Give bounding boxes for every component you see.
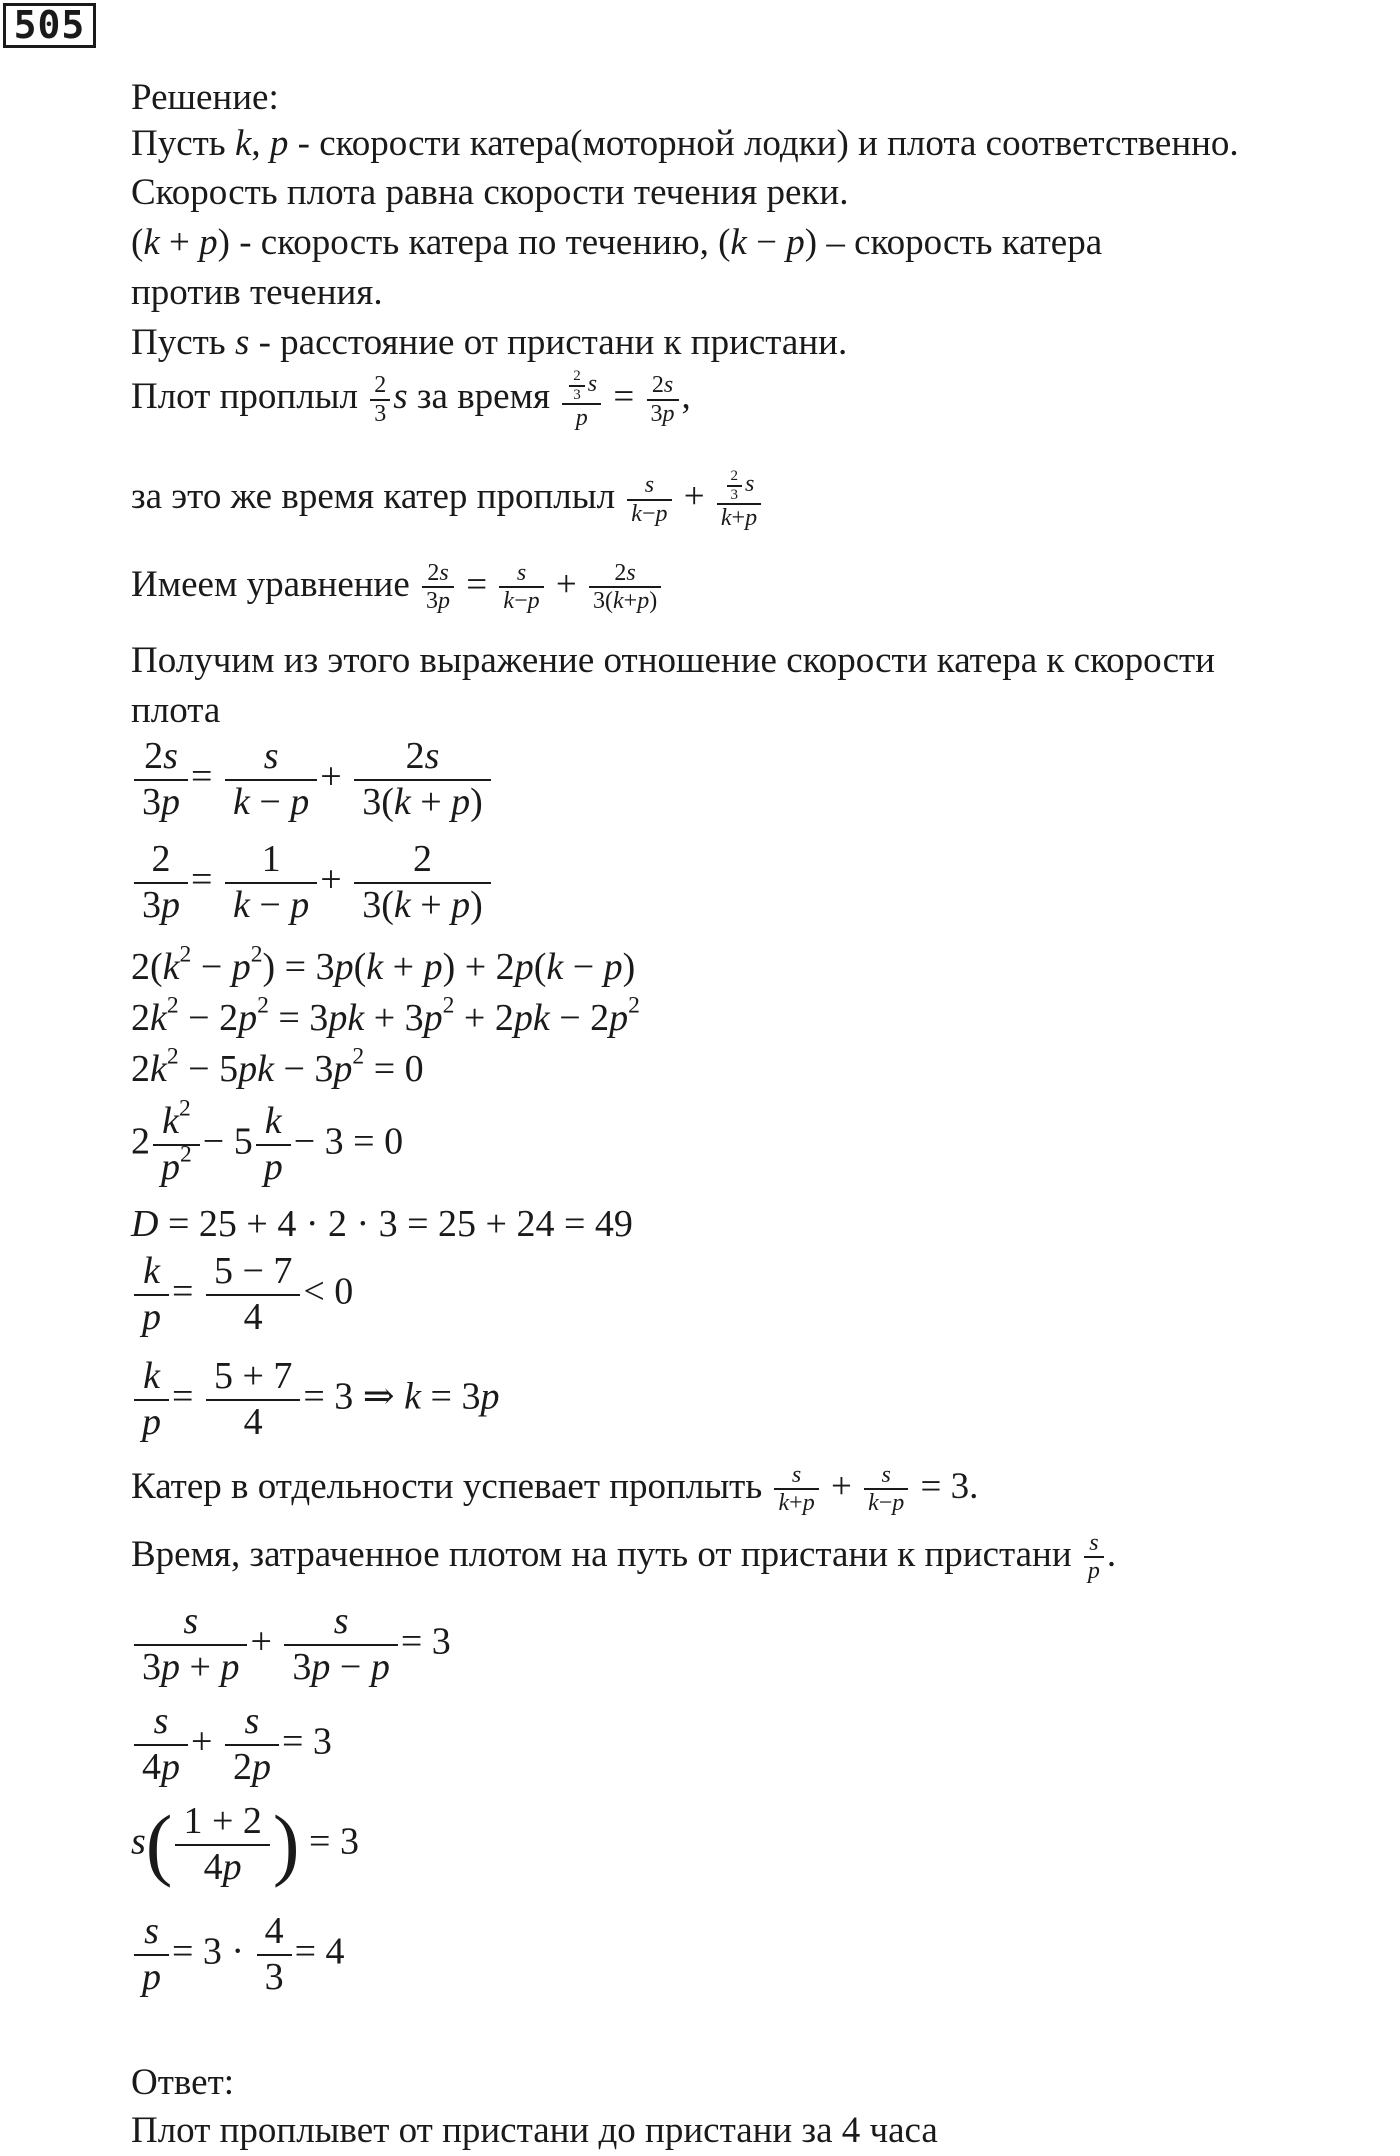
equation-1: $\frac{2s}{3p}$ = $\frac{s}{k - p}$ + $\frac{2s}{3(k + p)}$ [131,735,494,824]
equation-5: $2k^2 - 5pk - 3p^2 = 0$ [131,1043,424,1090]
text: - скорость катера по течению, [229,222,719,263]
text: Пусть [131,123,235,164]
intro-line-10: плота [131,690,221,731]
intro-line-7: за это же время катер проплыл $\frac{s}{k-p}$ + $\frac{2}{3}$ s k+p [131,468,764,531]
text: - скорости катера(моторной лодки) и плота соответственно. [288,123,1239,164]
intro-line-5: Пусть s - расстояние от пристани к пристани. [131,322,848,363]
equation-9: $\frac{k}{p}$ = $\frac{5 + 7}{4}$ = 3 ⇒ k = 3p [131,1355,499,1444]
text: - расстояние от пристани к пристани. [249,322,848,363]
answer-text: Плот проплывет от пристани до пристани за 4 часа [131,2110,938,2151]
equation-12: s( $\frac{1 + 2}{4p}$ ) = 3 [131,1800,359,1889]
raft-time-line: Время, затраченное плотом на путь от пристани к пристани $\frac{s}{p}$ . [131,1530,1117,1585]
text: Время, затраченное плотом на путь от пристани к пристани [131,1533,1081,1575]
text: Плот проплыл [131,376,368,418]
equation-8: $\frac{k}{p}$ = $\frac{5 - 7}{4}$ < 0 [131,1250,353,1339]
text: Катер в отдельности успевает проплыть [131,1465,772,1507]
equation-7: D = 25 + 4 · 2 · 3 = 25 + 24 = 49 [131,1203,633,1245]
intro-line-3: (k + p) - скорость катера по течению, (k − p) – скорость катера [131,222,1103,263]
text: Пусть [131,322,235,363]
equation-4: $2k^2 - 2p^2 = 3pk + 3p^2 + 2pk - 2p^2$ [131,992,640,1039]
equation-13: $\frac{s}{p}$ = 3 · $\frac{4}{3}$ = 4 [131,1910,345,1999]
equation-11: $\frac{s}{4p}$ + $\frac{s}{2p}$ = 3 [131,1700,332,1789]
text: за это же время катер проплыл [131,476,625,518]
text: Имеем уравнение [131,563,420,605]
problem-number-box: 505 [3,3,96,48]
intro-line-4: против течения. [131,272,383,313]
intro-line-9: Получим из этого выражение отношение скорости катера к скорости [131,640,1215,681]
equation-2: $\frac{2}{3p}$ = $\frac{1}{k - p}$ + $\frac{2}{3(k + p)}$ [131,838,494,927]
text: – скорость катера [817,222,1103,263]
intro-line-2: Скорость плота равна скорости течения реки. [131,172,849,213]
solution-heading: Решение: [131,77,279,118]
equation-3: $2(k^2 - p^2) = 3p(k + p) + 2p(k - p)$ [131,941,636,988]
text: за время [407,376,560,418]
intro-line-8: Имеем уравнение $\frac{2s}{3p}$ = $\frac{s}{k-p}$ + $\frac{2s}{3(k+p)}$ [131,560,664,615]
equation-6: 2 $\frac{k^2}{p^2}$ − 5 $\frac{k}{p}$ − 3 = 0 [131,1095,404,1188]
intro-line-6: Плот проплыл $\frac{2}{3}$ s за время $\frac{2}{3}$ s p = $\frac{2s}{3p}$ , [131,368,691,431]
boat-alone-line: Катер в отдельности успевает проплыть $\frac{s}{k+p}$ + $\frac{s}{k-p}$ = 3. [131,1462,979,1517]
intro-line-1: Пусть k, p - скорости катера(моторной лодки) и плота соответственно. [131,123,1239,164]
answer-label: Ответ: [131,2062,235,2103]
equation-10: $\frac{s}{3p + p}$ + $\frac{s}{3p - p}$ = 3 [131,1600,451,1689]
